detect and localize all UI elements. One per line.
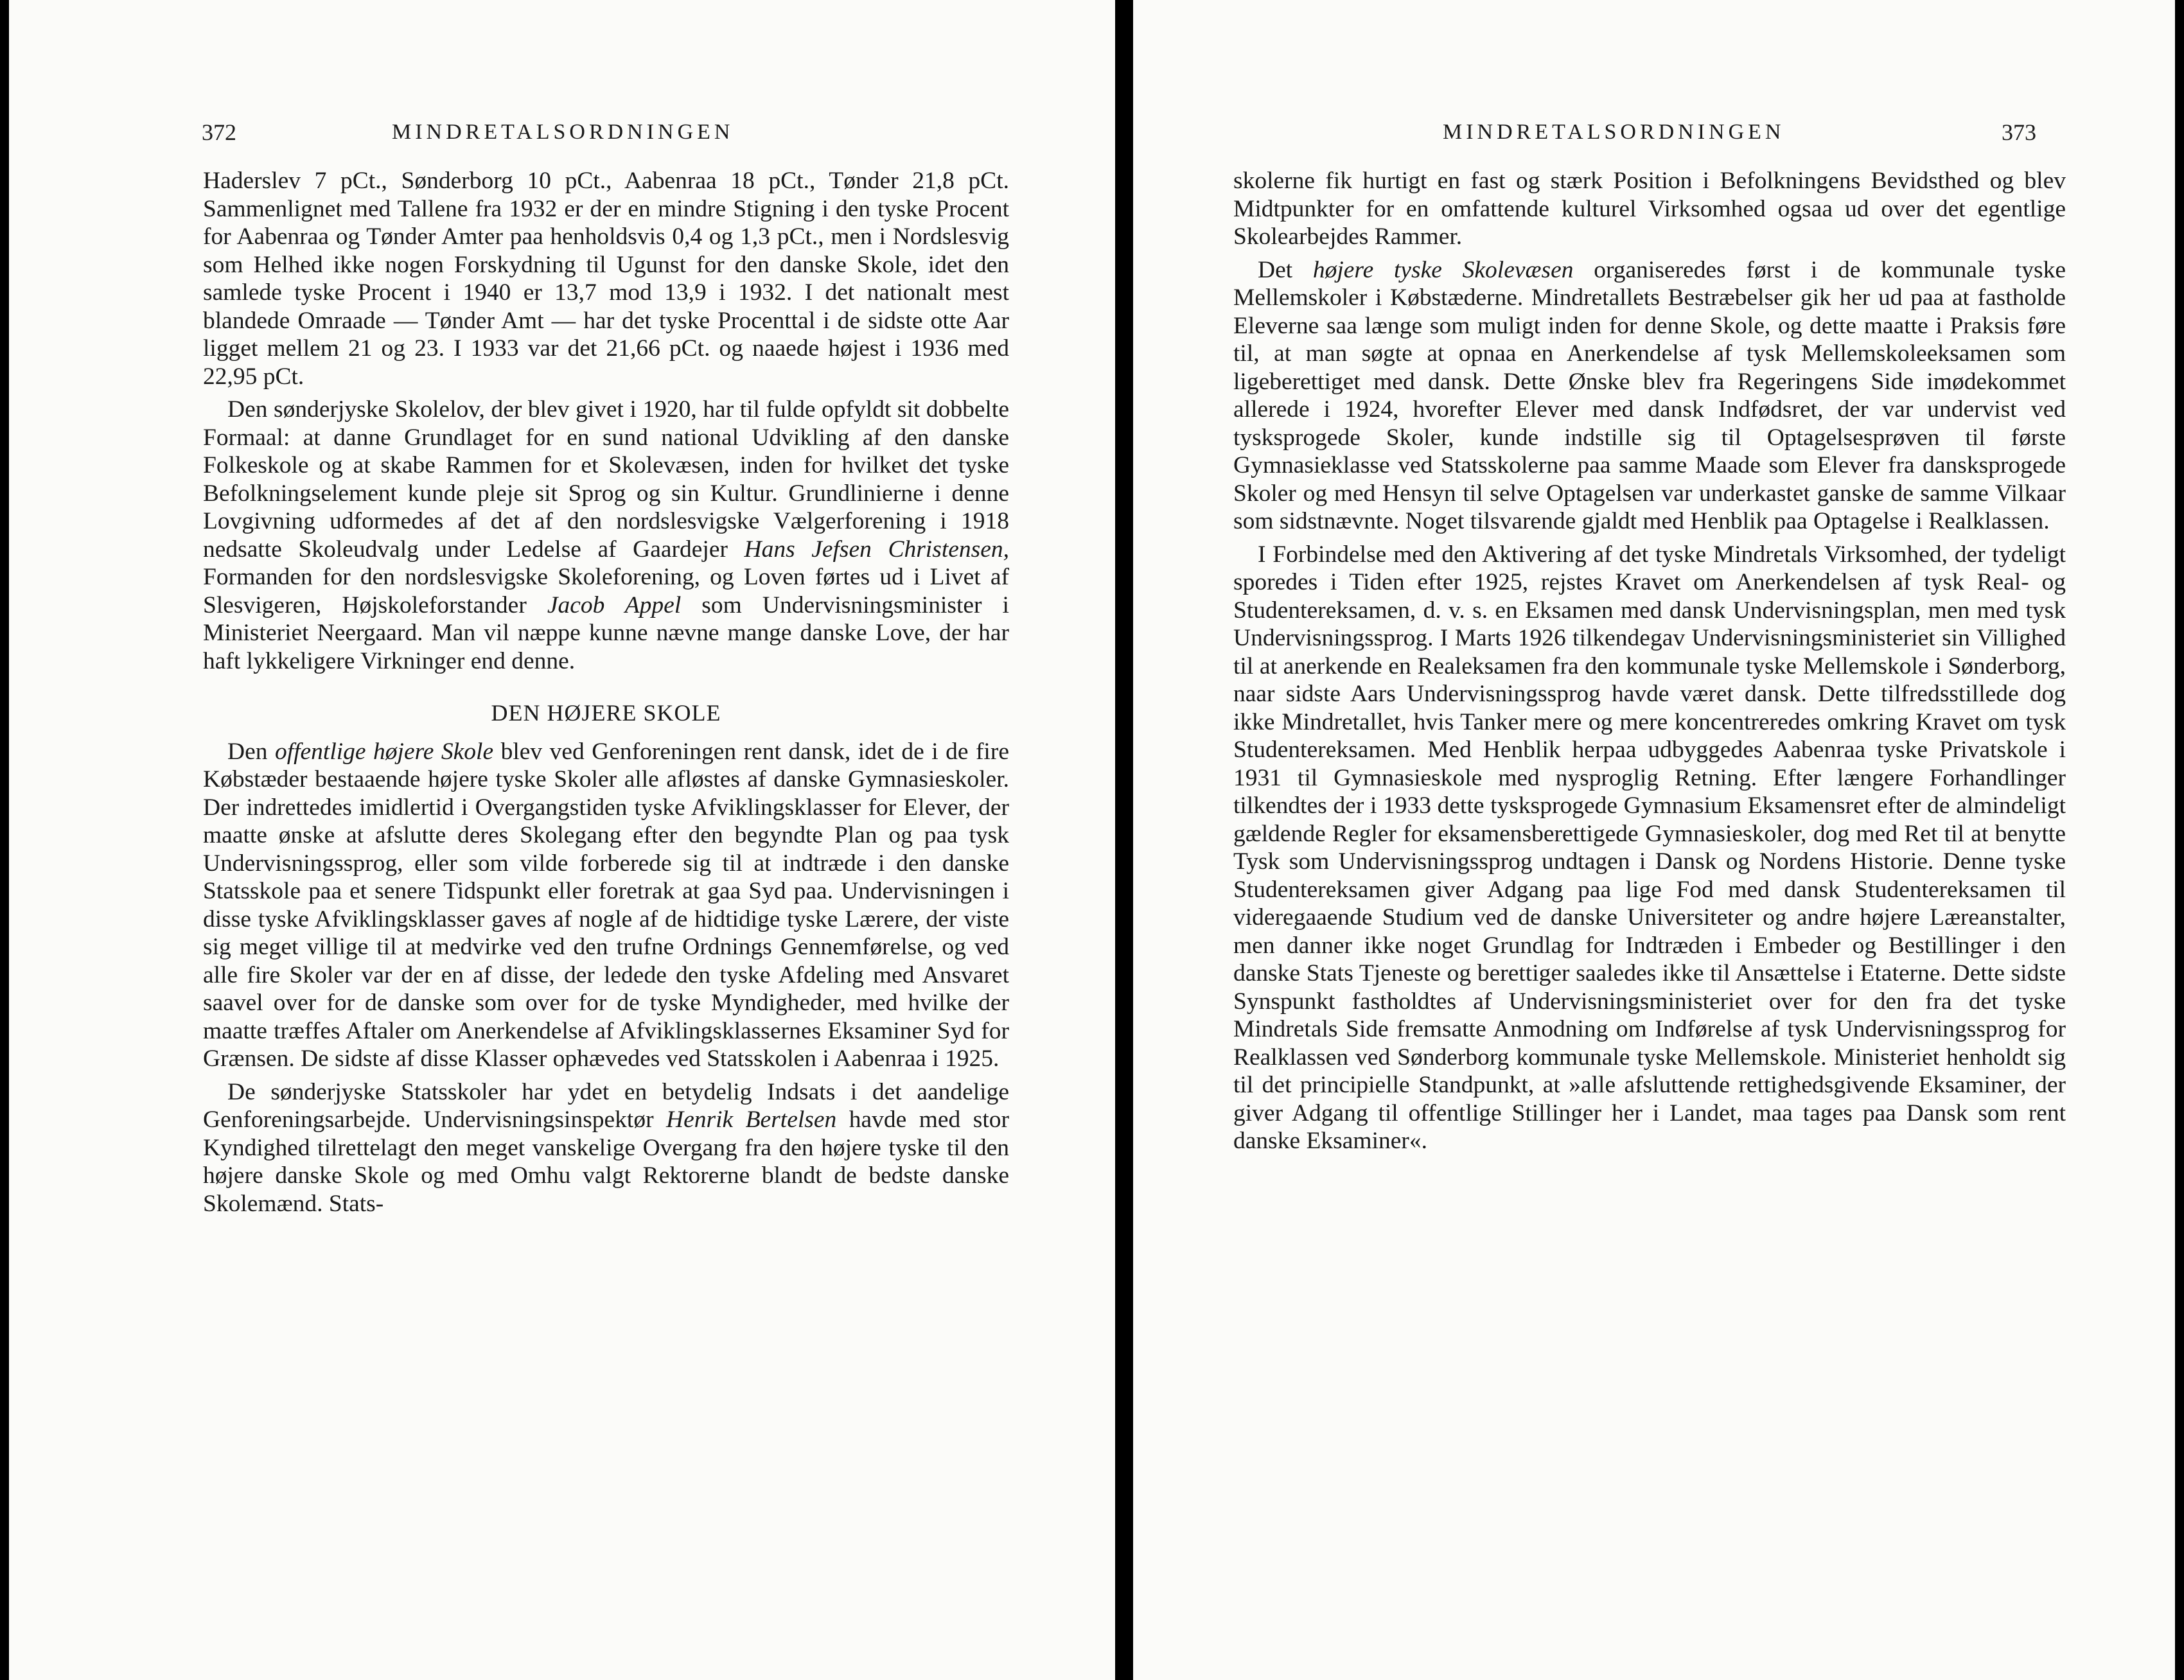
- emphasis-term: højere tyske Skolevæsen: [1312, 256, 1574, 283]
- paragraph: [203, 167, 1009, 390]
- paragraph: [1233, 256, 2066, 536]
- text-segment: I Forbindelse med den Aktivering af det tyske Mindretals Virksomhed, der tydeligt sporedes i Tiden efter 1925, rejstes Kravet om Anerkendelsen af tysk Real- og Studentereksamen, d. v. s. en Eksamen med dansk Undervisningsplan, men med tysk Undervisningssprog. I Marts 1926 tilkendegav Undervisningsministeriet sin Villighed til at anerkende en Realeksamen fra den kommunale tyske Mellemskole i Sønderborg, naar sidste Aars Undervisningssprog havde været dansk. Dette tilfredsstillede dog ikke Mindretallet, hvis Tanker mere og mere koncentreredes omkring Kravet om tysk Studentereksamen. Med Henblik herpaa udbyggedes Aabenraa tyske Privatskole i 1931 til Gymnasieskole med nysproglig Retning. Efter længere Forhandlinger tilkendtes der i 1933 dette tysksprogede Gymnasium Eksamensret efter de almindeligt gældende Regler for eksamensberettigede Gymnasieskoler, dog med Ret til at benytte Tysk som Undervisningssprog undtagen i Dansk og Nordens Historie. Denne tyske Studentereksamen giver Adgang paa lige Fod med dansk Studentereksamen til videregaaende Studium ved de danske Universiteter og andre højere Læreanstalter, men danner ikke noget Grundlag for Indtræden i Embeder og Bestillinger i den danske Stats Tjeneste og berettiger saaledes ikke til Ansættelse i Etaterne. Dette sidste Synspunkt fastholdtes af Undervisningsministeriet over for den fra det tyske Mindretals Side fremsatte Anmodning om Indførelse af tysk Undervisningssprog for Realklassen ved Sønderborg kommunale tyske Mellemskole. Ministeriet henholdt sig til det principielle Standpunkt, at »alle afsluttende rettighedsgivende Eksaminer, der giver Adgang til offentlige Stillinger her i Landet, maa tages paa Dansk som rent danske Eksaminer«.: [1233, 541, 2066, 1154]
- emphasis-term: offentlige højere Skole: [274, 738, 494, 765]
- text-segment: Formanden for den nordslesvigske Skoleforening, og Loven førtes ud i Livet af Slesvigeren, Højskoleforstander: [203, 564, 1009, 618]
- section-heading: DEN HØJERE SKOLE: [491, 700, 721, 726]
- text-segment: skolerne fik hurtigt en fast og stærk Position i Befolkningens Bevidsthed og blev Midtpunkter for en omfattende kulturel Virksomhed ogsaa ud over det egentlige Skolearbejdes Rammer.: [1233, 168, 2066, 250]
- text-segment: havde med stor Kyndighed tilrettelagt den meget vanskelige Overgang fra den højere tyske til den højere danske Skole og med Omhu valgt Rektorerne blandt de bedste danske Skolemænd. Stats-: [203, 1107, 1009, 1217]
- text-segment: som Undervisningsminister i Ministeriet Neergaard. Man vil næppe kunne nævne mange danske Love, der har haft lykkeligere Virkninger end denne.: [203, 591, 1009, 674]
- text-segment: Den: [227, 738, 275, 765]
- paragraph: [203, 396, 1009, 675]
- paragraph: [203, 1078, 1009, 1218]
- page-number: 372: [202, 119, 236, 145]
- text-segment: Det: [1258, 256, 1313, 283]
- person-name: Hans Jefsen Christensen,: [744, 536, 1009, 563]
- paragraph: [1233, 541, 2066, 1155]
- left-text-block: [203, 167, 1009, 1223]
- right-page: [1133, 0, 2175, 1680]
- text-segment: Den sønderjyske Skolelov, der blev givet i 1920, har til fulde opfyldt sit dobbelte Formaal: at danne Grundlaget for en sund national Udvikling af den danske Folkeskole og at skabe Rammen for et Skolevæsen, inden for hvilket det tyske Befolkningselement kunde pleje sit Sprog og sin Kultur. Grundlinierne i denne Lovgivning udformedes af det af den nordslesvigske Vælgerforening i 1918 nedsatte Skoleudvalg under Ledelse af Gaardejer: [203, 396, 1009, 563]
- page-number: 373: [2002, 119, 2036, 145]
- text-segment: De sønderjyske Statsskoler har ydet en betydelig Indsats i det aandelige Genforeningsarbejde. Undervisningsinspektør: [203, 1078, 1009, 1133]
- paragraph: [203, 738, 1009, 1073]
- running-head: MINDRETALSORDNINGEN: [392, 120, 734, 144]
- running-head: MINDRETALSORDNINGEN: [1443, 120, 1785, 144]
- text-segment: Haderslev 7 pCt., Sønderborg 10 pCt., Aabenraa 18 pCt., Tønder 21,8 pCt. Sammenlignet med Tallene fra 1932 er der en mindre Stigning i den tyske Procent for Aabenraa og Tønder Amter paa henholdsvis 0,4 og 1,3 pCt., men i Nordslesvig som Helhed ikke nogen Forskydning til Ugunst for den danske Skole, idet den samlede tyske Procent i 1940 er 13,7 mod 13,9 i 1932. I det nationalt mest blandede Omraade — Tønder Amt — har det tyske Procenttal i de sidste otte Aar ligget mellem 21 og 23. I 1933 var det 21,66 pCt. og naaede højest i 1936 med 22,95 pCt.: [203, 168, 1009, 390]
- left-page: [9, 0, 1115, 1680]
- text-segment: blev ved Genforeningen rent dansk, idet de i de fire Købstæder bestaaende højere tyske Skoler alle afløstes af danske Gymnasieskoler. Der indrettedes imidlertid i Overgangstiden tyske Afviklingsklasser for Elever, der maatte ønske at afslutte deres Skolegang efter den begyndte Plan og paa tysk Undervisningssprog, eller som vilde forberede sig til at indtræde i den danske Statsskole paa et senere Tidspunkt eller foretrak at gaa Syd paa. Undervisningen i disse tyske Afviklingsklasser gaves af nogle af de hidtidige tyske Lærere, der viste sig meget villige til at medvirke ved den trufne Ordnings Gennemførelse, og ved alle fire Skoler var der en af disse, der ledede den tyske Afdeling med Ansvaret saavel over for de danske som over for de tyske Myndigheder, med hvilke der maatte træffes Aftaler om Anerkendelse af Afviklingsklassernes Eksaminer Syd for Grænsen. De sidste af disse Klasser ophævedes ved Statsskolen i Aabenraa i 1925.: [203, 738, 1009, 1072]
- text-segment: organiseredes først i de kommunale tyske Mellemskoler i Købstæderne. Mindretallets Bestræbelser gik her ud paa at fastholde Eleverne saa længe som muligt inden for denne Skole, og dette maatte i Praksis føre til, at man søgte at opnaa en Anerkendelse af tysk Mellemskoleeksamen som ligeberettiget med dansk. Dette Ønske blev fra Regeringens Side imødekommet allerede i 1924, hvorefter Elever med dansk Indfødsret, der var undervist ved tysksprogede Skoler, kunde indstille sig til Optagelsesprøven til første Gymnasieklasse ved Statsskolerne paa samme Maade som Elever fra dansksprogede Skoler og med Hensyn til selve Optagelsen var underkastet ganske de samme Vilkaar som sidstnævnte. Noget tilsvarende gjaldt med Henblik paa Optagelse i Realklassen.: [1233, 256, 2066, 534]
- paragraph: [1233, 167, 2066, 251]
- person-name: Henrik Bertelsen: [666, 1107, 837, 1133]
- right-text-block: [1233, 167, 2066, 1160]
- person-name: Jacob Appel: [547, 591, 682, 618]
